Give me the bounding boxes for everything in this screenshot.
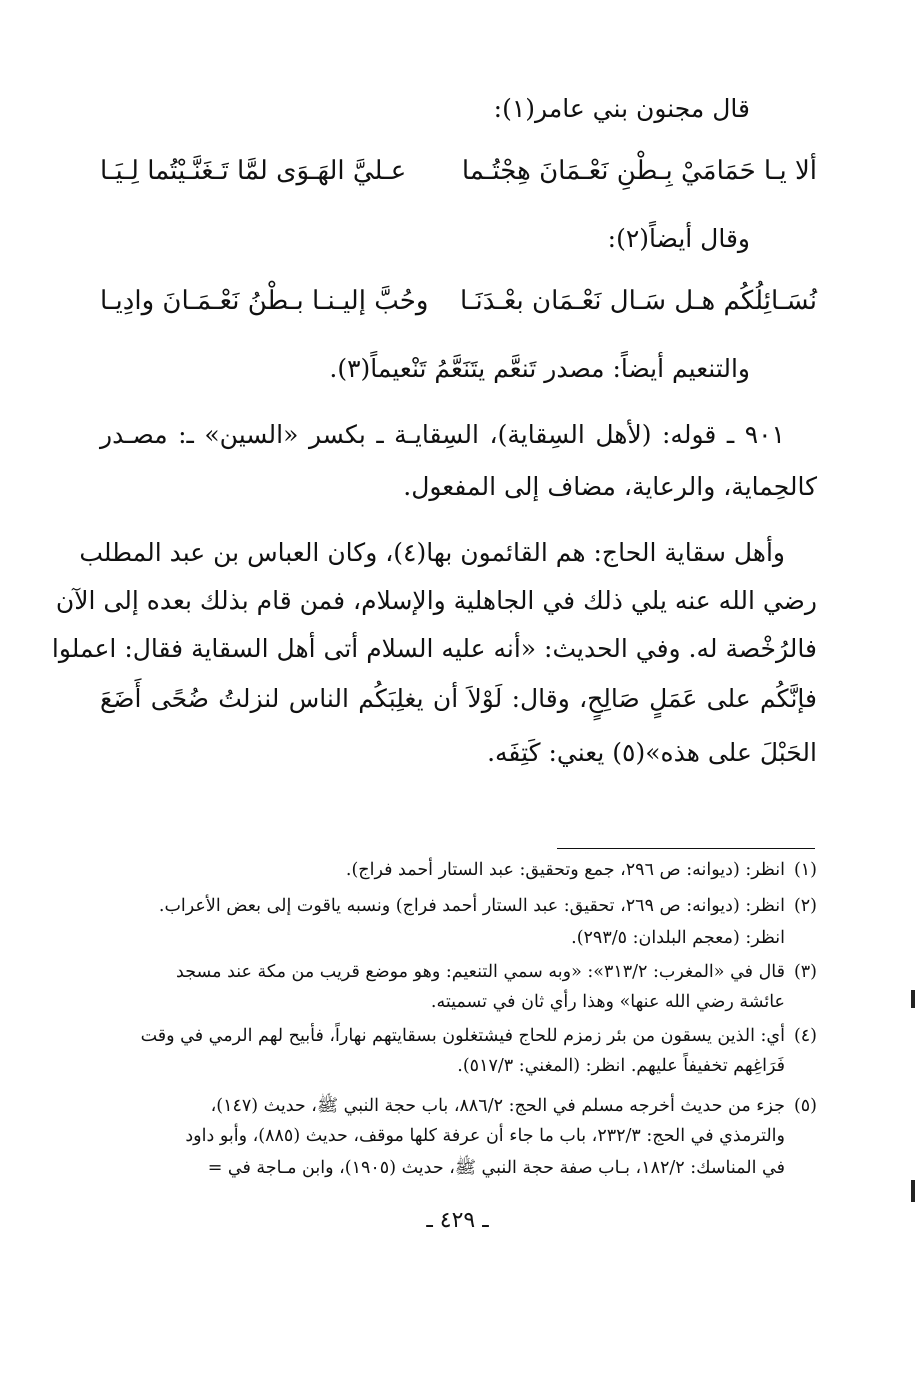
footnote-number: (٥): [793, 1096, 817, 1116]
footnote-5-continuation-2: في المناسك: ١٨٢/٢، بـاب صفة حجة النبي ﷺ، حديث (١٩٠٥)، وابن مـاجة في =: [207, 1158, 785, 1178]
footnote-2: [100, 894, 817, 919]
paragraph-901-line-1: ٩٠١ ـ قوله: (لأهل السِقاية)، السِقايـة ـ بكسر «السين» ـ: مصـدر: [100, 420, 785, 449]
paragraph-line-3: فالرُخْصة له. وفي الحديث: «أنه عليه السلام أتى أهل السقاية فقال: اعملوا: [51, 634, 817, 663]
verse-2-first-hemistich: نُسَـائِلُكُم هـل سَـال نَعْـمَان بعْـدَنَـا: [459, 286, 817, 316]
footnote-3-continuation: عائشة رضي الله عنها» وهذا رأي ثان في تسميته.: [430, 992, 785, 1012]
page-number: ـ ٤٢٩ ـ: [426, 1208, 489, 1233]
footnote-number: (٣): [793, 962, 817, 982]
poetry-verse-2: [100, 284, 817, 324]
footnote-5: [100, 1094, 817, 1119]
paragraph-line-5: الحَبْلَ على هذه»(٥) يعني: كَتِفَه.: [487, 738, 817, 767]
footnote-number: (٤): [793, 1026, 817, 1046]
verse-1-second-hemistich: عـليَّ الهَـوَى لمَّا تَـغَنَّـيْتُما لِـيَـا: [100, 156, 407, 186]
scan-edge-mark: [911, 1180, 915, 1202]
verse-intro-1: قال مجنون بني عامر(١):: [493, 94, 750, 123]
footnote-number: (٢): [793, 896, 817, 916]
footnote-separator: [557, 848, 815, 849]
paragraph-line-4: فإنَّكُم على عَمَلٍ صَالِحٍ، وقال: لَوْلاَ أن يغلِبَكُم الناس لنزلتُ ضُحًى أَضَعَ: [100, 684, 817, 713]
footnote-4: [100, 1024, 817, 1049]
tanim-definition: والتنعيم أيضاً: مصدر تَنعَّم يتَنَعَّمُ تَنْعيماً(٣).: [329, 354, 750, 383]
footnote-text: قال في «المغرب: ٣١٣/٢»: «وبه سمي التنعيم: وهو موضع قريب من مكة عند مسجد: [176, 962, 785, 982]
footnote-3: [100, 960, 817, 985]
footnote-1: [100, 858, 817, 883]
footnote-5-continuation-1: والترمذي في الحج: ٢٣٢/٣، باب ما جاء أن عرفة كلها موقف، حديث (٨٨٥)، وأبو داود: [185, 1126, 785, 1146]
footnote-2-continuation: انظر: (معجم البلدان: ٢٩٣/٥).: [571, 928, 785, 948]
footnote-text: انظر: (ديوانه: ص ٢٦٩، تحقيق: عبد الستار أحمد فراج) ونسبه ياقوت إلى بعض الأعراب.: [158, 896, 785, 916]
footnote-text: انظر: (ديوانه: ص ٢٩٦، جمع وتحقيق: عبد الستار أحمد فراج).: [345, 860, 785, 880]
scan-edge-mark: [911, 990, 915, 1008]
footnote-4-continuation: فَرَاغِهم تخفيفاً عليهم. انظر: (المغني: ٥١٧/٣).: [457, 1056, 785, 1076]
footnote-number: (١): [793, 860, 817, 880]
paragraph-901-line-2: كالحِماية، والرعاية، مضاف إلى المفعول.: [403, 472, 817, 501]
footnote-text: جزء من حديث أخرجه مسلم في الحج: ٨٨٦/٢، باب حجة النبي ﷺ، حديث (١٤٧)،: [210, 1096, 785, 1116]
verse-2-second-hemistich: وحُبَّ إليـنـا بـطْنُ نَعْـمَـانَ وادِيـا: [100, 286, 429, 316]
footnote-text: أي: الذين يسقون من بئر زمزم للحاج فيشتغلون بسقايتهم نهاراً، فأبيح لهم الرمي في وقت: [140, 1026, 785, 1046]
poetry-verse-1: [100, 154, 817, 194]
verse-intro-2: وقال أيضاً(٢):: [607, 224, 750, 253]
verse-1-first-hemistich: ألا يـا حَمَامَيْ بِـطْنِ نَعْـمَانَ هِجْتُـما: [461, 156, 817, 186]
paragraph-line-1: وأهل سقاية الحاج: هم القائمون بها(٤)، وكان العباس بن عبد المطلب: [79, 538, 785, 567]
paragraph-line-2: رضي الله عنه يلي ذلك في الجاهلية والإسلام، فمن قام بذلك بعده إلى الآن: [55, 586, 817, 615]
